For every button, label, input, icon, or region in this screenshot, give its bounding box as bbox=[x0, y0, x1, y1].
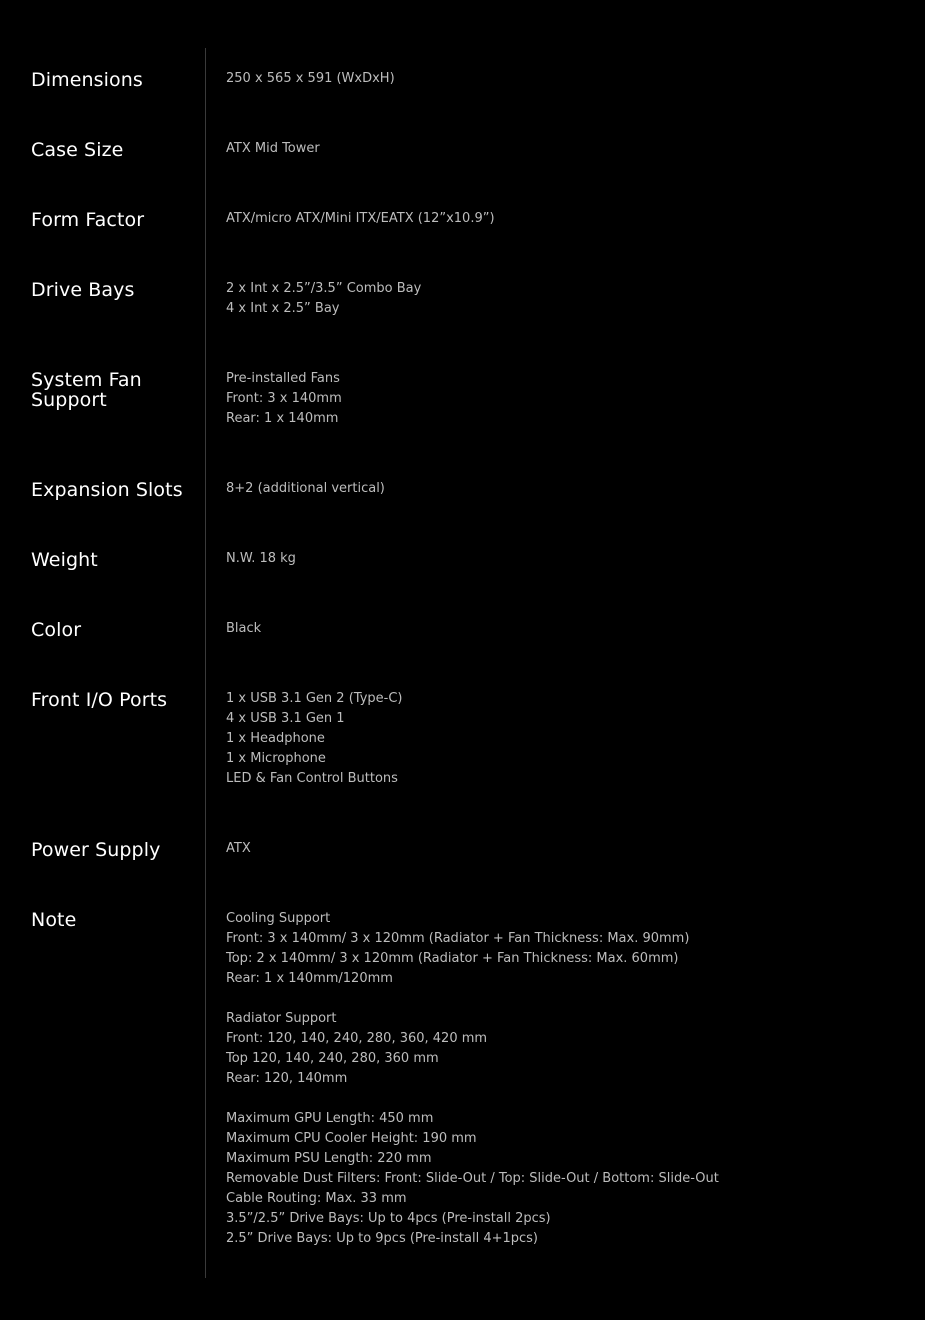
spec-values-system-fan-support bbox=[226, 369, 906, 429]
spec-value-line: 2 x Int x 2.5”/3.5” Combo Bay bbox=[226, 281, 422, 296]
spec-values-drive-bays bbox=[226, 279, 906, 319]
spec-label-dimensions: Dimensions bbox=[31, 69, 143, 91]
spec-value-line: N.W. 18 kg bbox=[226, 551, 296, 566]
spec-value-line: Radiator Support bbox=[226, 1011, 337, 1026]
spec-label-line: System Fan bbox=[31, 369, 142, 391]
spec-value-line: Front: 3 x 140mm/ 3 x 120mm (Radiator + Fan Thickness: Max. 90mm) bbox=[226, 931, 690, 946]
spec-value-line: ATX Mid Tower bbox=[226, 141, 320, 156]
spec-value-line: 2.5” Drive Bays: Up to 9pcs (Pre-install 4+1pcs) bbox=[226, 1231, 539, 1246]
spec-value-line: 3.5”/2.5” Drive Bays: Up to 4pcs (Pre-install 2pcs) bbox=[226, 1211, 551, 1226]
spec-value-line: Pre-installed Fans bbox=[226, 371, 340, 386]
spec-value-line: Top: 2 x 140mm/ 3 x 120mm (Radiator + Fan Thickness: Max. 60mm) bbox=[226, 951, 679, 966]
spec-value-line: 4 x Int x 2.5” Bay bbox=[226, 301, 340, 316]
spec-values-form-factor bbox=[226, 209, 906, 229]
spec-value-line: Cooling Support bbox=[226, 911, 331, 926]
spec-value-gap bbox=[226, 1089, 906, 1109]
spec-value-line: ATX bbox=[226, 841, 251, 856]
spec-value-line: Black bbox=[226, 621, 262, 636]
spec-value-line: Front: 120, 140, 240, 280, 360, 420 mm bbox=[226, 1031, 488, 1046]
spec-label-power-supply: Power Supply bbox=[31, 839, 161, 861]
spec-value-line: ATX/micro ATX/Mini ITX/EATX (12”x10.9”) bbox=[226, 211, 495, 226]
spec-value-line: 1 x Microphone bbox=[226, 751, 326, 766]
spec-value-line: Maximum GPU Length: 450 mm bbox=[226, 1111, 434, 1126]
spec-value-line: Cable Routing: Max. 33 mm bbox=[226, 1191, 407, 1206]
spec-label-system-fan-support bbox=[31, 370, 196, 410]
spec-label-note: Note bbox=[31, 909, 77, 931]
spec-values-weight bbox=[226, 549, 906, 569]
spec-value-line: Front: 3 x 140mm bbox=[226, 391, 342, 406]
spec-label-drive-bays: Drive Bays bbox=[31, 279, 135, 301]
spec-value-line: Rear: 1 x 140mm bbox=[226, 411, 339, 426]
spec-value-line: Maximum PSU Length: 220 mm bbox=[226, 1151, 432, 1166]
spec-values-front-io-ports bbox=[226, 689, 906, 789]
spec-label-front-io-ports: Front I/O Ports bbox=[31, 689, 168, 711]
spec-value-line: Top 120, 140, 240, 280, 360 mm bbox=[226, 1051, 439, 1066]
spec-value-line: 1 x Headphone bbox=[226, 731, 325, 746]
spec-values-expansion-slots bbox=[226, 479, 906, 499]
spec-label-line: Support bbox=[31, 389, 107, 411]
spec-value-gap bbox=[226, 989, 906, 1009]
spec-value-line: 4 x USB 3.1 Gen 1 bbox=[226, 711, 345, 726]
spec-value-line: Maximum CPU Cooler Height: 190 mm bbox=[226, 1131, 477, 1146]
spec-label-case-size: Case Size bbox=[31, 139, 124, 161]
spec-label-expansion-slots: Expansion Slots bbox=[31, 479, 183, 501]
spec-value-line: Rear: 120, 140mm bbox=[226, 1071, 348, 1086]
spec-label-color: Color bbox=[31, 619, 82, 641]
spec-value-line: LED & Fan Control Buttons bbox=[226, 771, 398, 786]
spec-label-weight: Weight bbox=[31, 549, 98, 571]
column-divider bbox=[205, 48, 206, 1278]
spec-values-color bbox=[226, 619, 906, 639]
spec-value-line: Removable Dust Filters: Front: Slide-Out / Top: Slide-Out / Bottom: Slide-Out bbox=[226, 1171, 719, 1186]
spec-value-line: 8+2 (additional vertical) bbox=[226, 481, 385, 496]
spec-values-note bbox=[226, 909, 906, 1249]
spec-label-form-factor: Form Factor bbox=[31, 209, 145, 231]
spec-value-line: 250 x 565 x 591 (WxDxH) bbox=[226, 71, 395, 86]
spec-values-case-size bbox=[226, 139, 906, 159]
spec-value-line: Rear: 1 x 140mm/120mm bbox=[226, 971, 393, 986]
spec-values-dimensions bbox=[226, 69, 906, 89]
spec-values-power-supply bbox=[226, 839, 906, 859]
spec-value-line: 1 x USB 3.1 Gen 2 (Type-C) bbox=[226, 691, 403, 706]
